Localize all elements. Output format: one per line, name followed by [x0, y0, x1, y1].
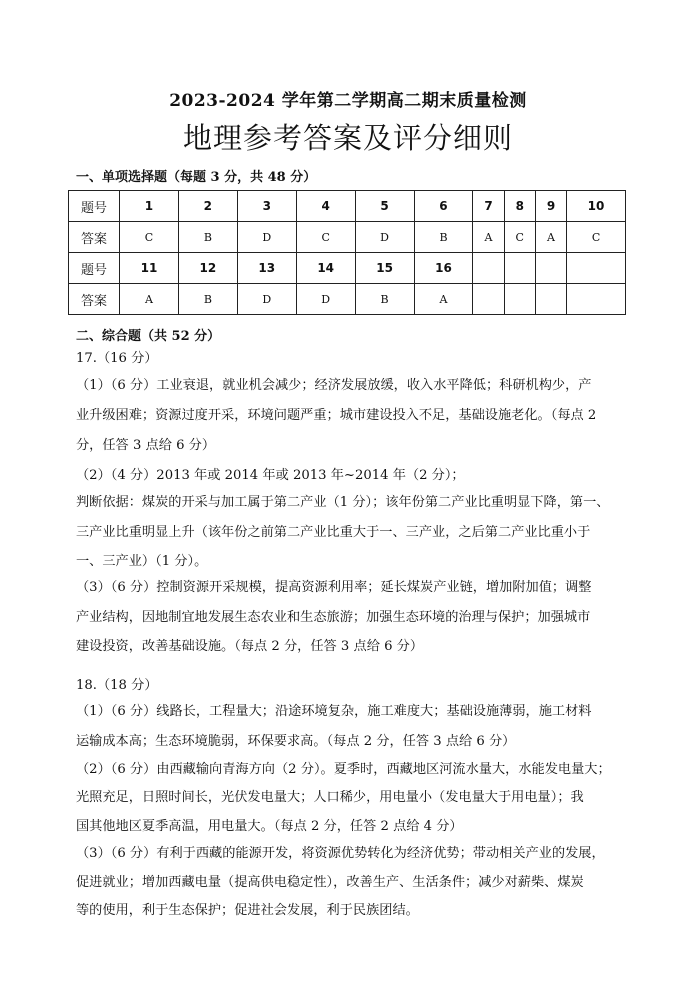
answer-cell: B [178, 222, 237, 253]
answer-cell: A [535, 222, 566, 253]
question-number: 15 [355, 253, 414, 284]
row-label-answer: 答案 [69, 222, 120, 253]
answer-cell: D [296, 284, 355, 315]
answer-cell: D [355, 222, 414, 253]
answer-line: 三产业比重明显上升（该年份之前第二产业比重大于一、三产业，之后第二产业比重小于 [76, 525, 591, 540]
answer-cell: B [355, 284, 414, 315]
table-row-questions-2 [69, 253, 626, 284]
question-number: 11 [120, 253, 179, 284]
answer-line: （2）（6 分）由西藏输向青海方向（2 分）。夏季时，西藏地区河流水量大，水能发电量大； [76, 762, 611, 777]
question-number: 6 [414, 191, 473, 222]
question-number: 10 [567, 191, 626, 222]
question-number: 5 [355, 191, 414, 222]
answer-cell: D [237, 222, 296, 253]
empty-cell [535, 253, 566, 284]
question-number: 14 [296, 253, 355, 284]
question-17-title: 17.（16 分） [76, 351, 158, 366]
question-number: 4 [296, 191, 355, 222]
answer-line: 建设投资，改善基础设施。（每点 2 分，任答 3 点给 6 分） [76, 639, 424, 654]
question-number: 7 [473, 191, 504, 222]
answer-line: 运输成本高；生态环境脆弱，环保要求高。（每点 2 分，任答 3 点给 6 分） [76, 734, 516, 749]
row-label-answer: 答案 [69, 284, 120, 315]
answer-line: 分，任答 3 点给 6 分） [76, 438, 216, 453]
answer-cell: C [120, 222, 179, 253]
answer-cell: A [473, 222, 504, 253]
question-number: 16 [414, 253, 473, 284]
table-row-answers-1 [69, 222, 626, 253]
answer-line: 判断依据：煤炭的开采与加工属于第二产业（1 分）；该年份第二产业比重明显下降，第一、 [76, 495, 610, 510]
answer-line: 一、三产业）（1 分）。 [76, 554, 208, 569]
answer-cell: B [178, 284, 237, 315]
empty-cell [567, 284, 626, 315]
question-18-title: 18.（18 分） [76, 678, 158, 693]
table-row-questions-1 [69, 191, 626, 222]
empty-cell [567, 253, 626, 284]
question-number: 2 [178, 191, 237, 222]
question-number: 13 [237, 253, 296, 284]
document-title: 地理参考答案及评分细则 [182, 121, 513, 155]
question-number: 8 [504, 191, 535, 222]
answer-line: （3）（6 分）控制资源开采规模，提高资源利用率；延长煤炭产业链，增加附加值；调整 [76, 580, 592, 595]
answer-line: 光照充足，日照时间长，光伏发电量大；人口稀少，用电量小（发电量大于用电量）；我 [76, 790, 584, 805]
answer-cell: A [120, 284, 179, 315]
question-number: 12 [178, 253, 237, 284]
answer-line: 促进就业；增加西藏电量（提高供电稳定性），改善生产、生活条件；减少对薪柴、煤炭 [76, 875, 584, 890]
answer-cell: D [237, 284, 296, 315]
empty-cell [504, 284, 535, 315]
answer-line: 等的使用，利于生态保护；促进社会发展，利于民族团结。 [76, 903, 419, 918]
empty-cell [473, 253, 504, 284]
exam-title: 2023-2024 学年第二学期高二期末质量检测 [169, 91, 527, 111]
answer-table [68, 190, 626, 315]
answer-cell: C [567, 222, 626, 253]
answer-line: 国其他地区夏季高温，用电量大。（每点 2 分，任答 2 点给 4 分） [76, 819, 463, 834]
row-label-question: 题号 [69, 191, 120, 222]
empty-cell [504, 253, 535, 284]
answer-line: 业升级困难；资源过度开采，环境问题严重；城市建设投入不足，基础设施老化。（每点 2 [76, 408, 597, 423]
question-number: 1 [120, 191, 179, 222]
answer-cell: B [414, 222, 473, 253]
answer-line: （1）（6 分）线路长，工程量大；沿途环境复杂，施工难度大；基础设施薄弱，施工材料 [76, 704, 592, 719]
section1-heading: 一、单项选择题（每题 3 分，共 48 分） [76, 170, 317, 185]
empty-cell [535, 284, 566, 315]
answer-cell: A [414, 284, 473, 315]
answer-cell: C [296, 222, 355, 253]
answer-line: 产业结构，因地制宜地发展生态农业和生态旅游；加强生态环境的治理与保护；加强城市 [76, 610, 591, 625]
table-row-answers-2 [69, 284, 626, 315]
row-label-question: 题号 [69, 253, 120, 284]
answer-line: （3）（6 分）有利于西藏的能源开发，将资源优势转化为经济优势；带动相关产业的发展， [76, 846, 605, 861]
question-number: 3 [237, 191, 296, 222]
section2-heading: 二、综合题（共 52 分） [76, 329, 221, 344]
empty-cell [473, 284, 504, 315]
answer-cell: C [504, 222, 535, 253]
answer-line: （1）（6 分）工业衰退，就业机会减少；经济发展放缓，收入水平降低；科研机构少，产 [76, 378, 592, 393]
answer-line: （2）（4 分）2013 年或 2014 年或 2013 年~2014 年（2 分）； [76, 468, 465, 483]
question-number: 9 [535, 191, 566, 222]
